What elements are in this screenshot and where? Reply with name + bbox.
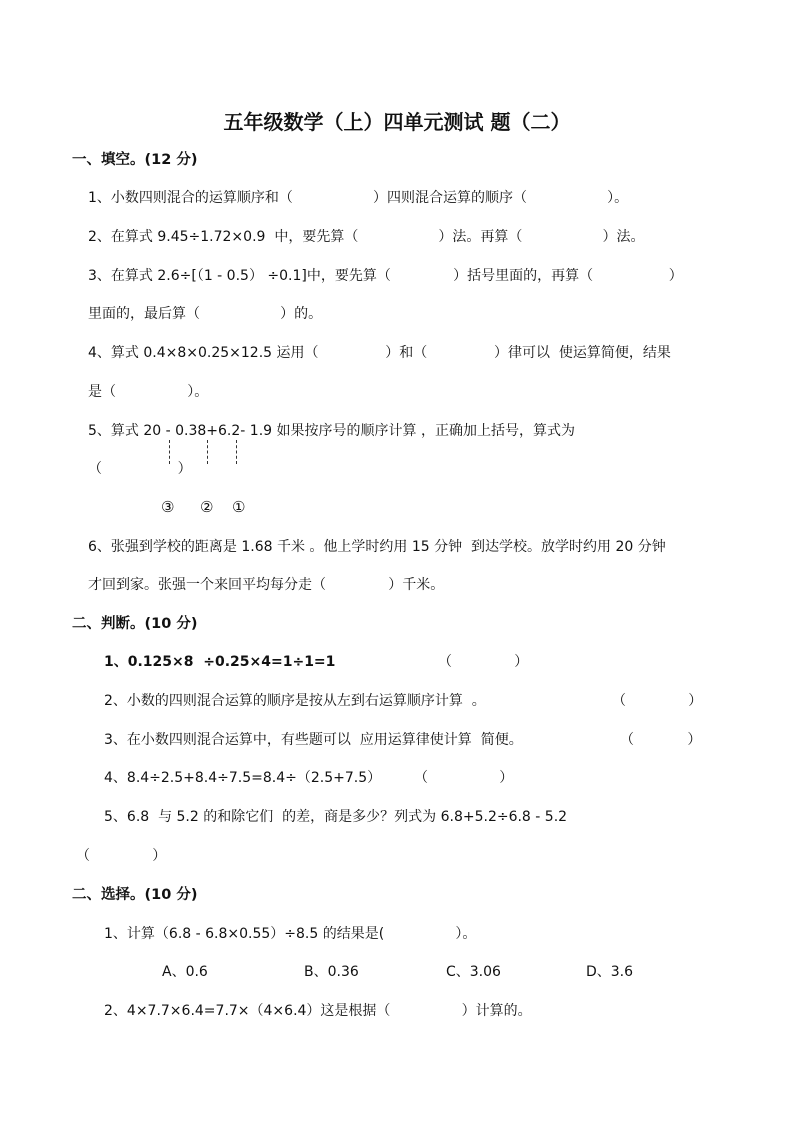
order-tick bbox=[207, 440, 208, 464]
fill-question-4-line2: 是（ ）。 bbox=[88, 384, 209, 400]
section-judge-heading: 二、判断。(10 分) bbox=[72, 616, 198, 632]
choice-option-b: B、0.36 bbox=[304, 964, 359, 980]
fill-question-6-line2: 才回到家。张强一个来回平均每分走（ ）千米。 bbox=[88, 577, 445, 593]
judge-question-5: 5、6.8 与 5.2 的和除它们 的差，商是多少？列式为 6.8+5.2÷6.8 - 5.2 bbox=[104, 809, 568, 825]
judge-question-5-blank: （ ） bbox=[76, 848, 167, 864]
order-tick bbox=[236, 440, 237, 464]
choice-question-1: 1、计算（6.8 - 6.8×0.55）÷8.5 的结果是( ）。 bbox=[104, 926, 477, 942]
judge-question-2: 2、小数的四则混合运算的顺序是按从左到右运算顺序计算 。 bbox=[104, 693, 486, 709]
judge-question-1: 1、0.125×8 ÷0.25×4=1÷1=1 bbox=[104, 654, 336, 670]
judge-question-3-blank: （ ） bbox=[620, 732, 702, 748]
judge-question-1-blank: （ ） bbox=[438, 654, 529, 670]
section-choice-heading: 二、选择。(10 分) bbox=[72, 887, 198, 903]
judge-question-3: 3、在小数四则混合运算中，有些题可以 应用运算律使计算 简便。 bbox=[104, 732, 523, 748]
fill-question-5: 5、算式 20 - 0.38+6.2- 1.9 如果按序号的顺序计算 ，正确加上括号，算式为 bbox=[88, 423, 575, 439]
choice-question-2: 2、4×7.7×6.4=7.7×（4×6.4）这是根据（ ）计算的。 bbox=[104, 1003, 532, 1019]
choice-option-c: C、3.06 bbox=[446, 964, 501, 980]
fill-question-6-line1: 6、张强到学校的距离是 1.68 千米 。他上学时约用 15 分钟 到达学校。放学时约用 20 分钟 bbox=[88, 539, 666, 555]
choice-option-d: D、3.6 bbox=[586, 964, 634, 980]
judge-question-2-blank: （ ） bbox=[612, 693, 703, 709]
fill-question-3-line1: 3、在算式 2.6÷[（1 - 0.5） ÷0.1]中，要先算（ ）括号里面的，再算（ ） bbox=[88, 268, 683, 284]
page-title: 五年级数学（上）四单元测试 题（二） bbox=[223, 110, 571, 134]
fill-question-3-line2: 里面的，最后算（ ）的。 bbox=[88, 306, 323, 322]
fill-question-1: 1、小数四则混合的运算顺序和（ ）四则混合运算的顺序（ ）。 bbox=[88, 190, 629, 206]
order-mark-1: ① bbox=[232, 498, 246, 516]
fill-question-4-line1: 4、算式 0.4×8×0.25×12.5 运用（ ）和（ ）律可以 使运算简便，结果 bbox=[88, 345, 671, 361]
section-fill-heading: 一、填空。(12 分) bbox=[72, 152, 198, 168]
order-mark-2: ② bbox=[200, 498, 214, 516]
fill-question-2: 2、在算式 9.45÷1.72×0.9 中，要先算（ ）法。再算（ ）法。 bbox=[88, 229, 645, 245]
judge-question-4: 4、8.4÷2.5+8.4÷7.5=8.4÷（2.5+7.5） bbox=[104, 770, 382, 786]
choice-option-a: A、0.6 bbox=[162, 964, 208, 980]
fill-question-5-blank: （ ） bbox=[88, 461, 192, 477]
judge-question-4-blank: （ ） bbox=[414, 770, 514, 786]
order-mark-3: ③ bbox=[161, 498, 175, 516]
